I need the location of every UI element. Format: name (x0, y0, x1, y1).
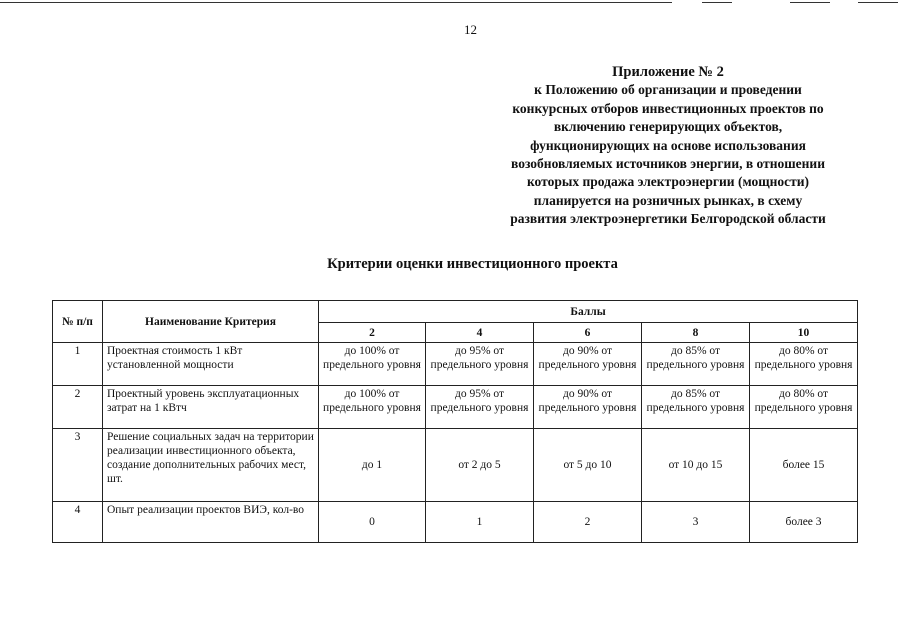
row-value: до 90% от предельного уровня (534, 386, 642, 429)
row-value: 1 (426, 502, 534, 543)
header-score: 6 (534, 323, 642, 343)
row-num: 1 (53, 343, 103, 386)
row-value: до 90% от предельного уровня (534, 343, 642, 386)
document-title: Критерии оценки инвестиционного проекта (327, 256, 618, 272)
top-border-line (702, 2, 732, 3)
row-value: до 1 (319, 429, 426, 502)
row-value: более 3 (750, 502, 858, 543)
row-value: до 100% от предельного уровня (319, 386, 426, 429)
appendix-title: Приложение № 2 (612, 64, 724, 80)
row-value: от 5 до 10 (534, 429, 642, 502)
header-name: Наименование Критерия (103, 301, 319, 343)
row-value: до 80% от предельного уровня (750, 343, 858, 386)
row-value: 0 (319, 502, 426, 543)
row-value: более 15 (750, 429, 858, 502)
appendix-line: развития электроэнергетики Белгородской области (510, 211, 826, 227)
row-value: до 95% от предельного уровня (426, 343, 534, 386)
row-value: до 100% от предельного уровня (319, 343, 426, 386)
header-score: 8 (642, 323, 750, 343)
header-score: 4 (426, 323, 534, 343)
appendix-line: включению генерирующих объектов, (553, 119, 783, 135)
row-num: 2 (53, 386, 103, 429)
top-border-line (790, 2, 830, 3)
appendix-line: функционирующих на основе использования (530, 137, 806, 153)
top-border-line (858, 2, 898, 3)
row-criterion: Проектный уровень эксплуатационных затрат на 1 кВтч (103, 386, 319, 429)
row-criterion: Проектная стоимость 1 кВт установленной мощности (103, 343, 319, 386)
header-score: 2 (319, 323, 426, 343)
row-value: до 85% от предельного уровня (642, 343, 750, 386)
row-criterion: Опыт реализации проектов ВИЭ, кол-во (103, 502, 319, 543)
appendix-line: возобновляемых источников энергии, в отношении (511, 156, 825, 172)
table-row (53, 343, 858, 386)
header-scores-group: Баллы (319, 301, 858, 323)
appendix-header (470, 63, 866, 229)
row-value: от 10 до 15 (642, 429, 750, 502)
row-criterion: Решение социальных задач на территории реализации инвестиционного объекта, создание дополнительных рабочих мест, шт. (103, 429, 319, 502)
page-number: 12 (464, 22, 477, 37)
row-value: до 85% от предельного уровня (642, 386, 750, 429)
top-border-line (0, 2, 672, 3)
header-score: 10 (750, 323, 858, 343)
row-value: от 2 до 5 (426, 429, 534, 502)
table-header-row (53, 301, 858, 323)
row-num: 3 (53, 429, 103, 502)
row-value: 2 (534, 502, 642, 543)
table-row (53, 429, 858, 502)
appendix-line: конкурсных отборов инвестиционных проектов по (512, 100, 824, 116)
row-value: 3 (642, 502, 750, 543)
appendix-line: планируется на розничных рынках, в схему (533, 192, 803, 208)
appendix-line: которых продажа электроэнергии (мощности) (526, 174, 810, 190)
row-value: до 95% от предельного уровня (426, 386, 534, 429)
row-num: 4 (53, 502, 103, 543)
table-row (53, 502, 858, 543)
table-row (53, 386, 858, 429)
appendix-line: к Положению об организации и проведении (534, 82, 802, 98)
header-num: № п/п (53, 301, 103, 343)
row-value: до 80% от предельного уровня (750, 386, 858, 429)
criteria-table (52, 300, 858, 543)
